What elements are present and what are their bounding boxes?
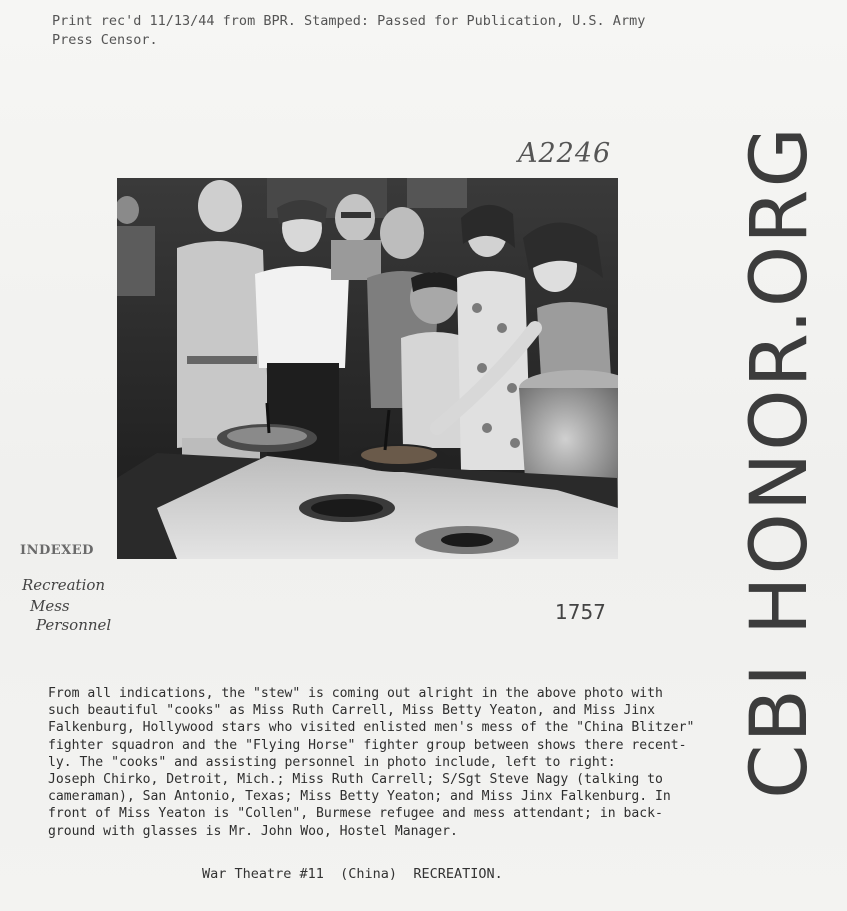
header-line-1: Print rec'd 11/13/44 from BPR. Stamped: Passed for Publication, U.S. Army [52,13,646,29]
category-note-mess: Mess [30,597,70,615]
file-number: 1757 [555,600,606,624]
caption-line: Falkenburg, Hollywood stars who visited enlisted men's mess of the "China Blitzer" [48,720,695,736]
theatre-footer: War Theatre #11 (China) RECREATION. [202,866,503,882]
indexed-stamp: INDEXED [20,543,94,558]
caption-line: ground with glasses is Mr. John Woo, Hostel Manager. [48,823,458,839]
photo-caption [48,685,788,840]
caption-line: fighter squadron and the "Flying Horse" fighter group between shows there recent- [48,737,687,753]
caption-line: such beautiful "cooks" as Miss Ruth Carrell, Miss Betty Yeaton, and Miss Jinx [48,703,655,719]
accession-number: A2246 [518,138,612,169]
category-note-personnel: Personnel [36,616,112,634]
historical-photo [117,178,618,559]
header-line-2: Press Censor. [52,32,158,48]
site-watermark [730,92,830,832]
caption-line: From all indications, the "stew" is coming out alright in the above photo with [48,686,663,701]
watermark-text: CBI HONOR.ORG [735,125,825,799]
category-note-recreation: Recreation [22,576,106,594]
caption-line: front of Miss Yeaton is "Collen", Burmese refugee and mess attendant; in back- [48,806,663,822]
print-received-note [52,12,645,50]
caption-line: ly. The "cooks" and assisting personnel in photo include, left to right: [48,754,616,770]
caption-line: Joseph Chirko, Detroit, Mich.; Miss Ruth Carrell; S/Sgt Steve Nagy (talking to [48,772,663,788]
caption-line: cameraman), San Antonio, Texas; Miss Betty Yeaton; and Miss Jinx Falkenburg. In [48,789,671,805]
